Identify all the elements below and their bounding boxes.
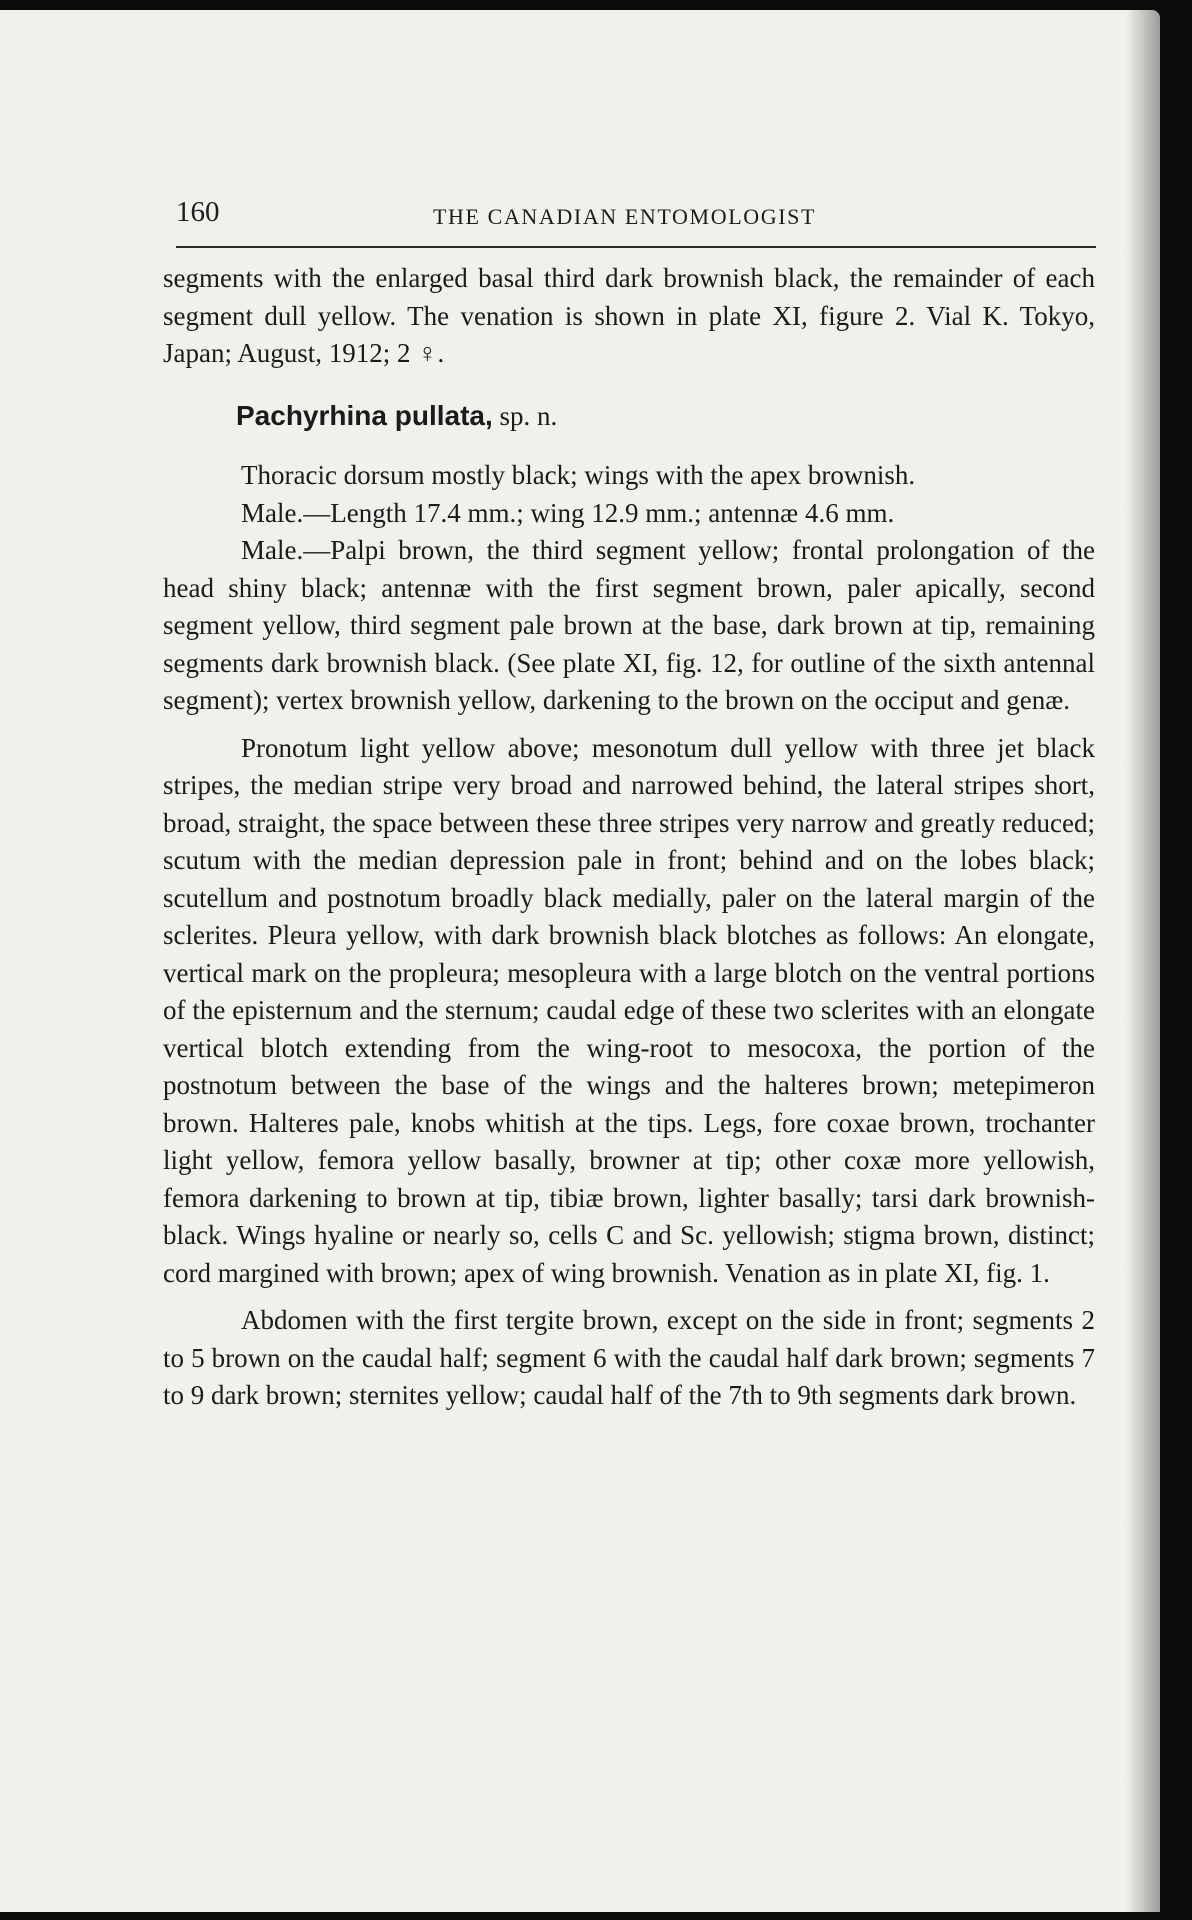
thorax-description-paragraph: Pronotum light yellow above; mesonotum dull yellow with three jet black stripes, the median stripe very broad and narrowed behind, the lateral stripes short, broad, straight, the space between these three stripes very narrow and greatly reduced; scutum with the median depression pale in front; behind and on the lobes black; scutellum and postnotum broadly black medially, paler on the lateral margin of the sclerites. Pleura yellow, with dark brownish black blotches as follows: An elongate, vertical mark on the propleura; mesopleura with a large blotch on the ventral portions of the episternum and the sternum; caudal edge of these two sclerites with an elongate vertical blotch extending from the wing-root to mesocoxa, the portion of the postnotum between the base of the wings and the halteres brown; metepimeron brown. Halteres pale, knobs whitish at the tips. Legs, fore coxae brown, trochanter light yellow, femora yellow basally, browner at tip; other coxæ more yellowish, femora darkening to brown at tip, tibiæ brown, lighter basally; tarsi dark brownish-black. Wings hyaline or nearly so, cells C and Sc. yellowish; stigma brown, distinct; cord margined with brown; apex of wing brownish. Venation as in plate XI, fig. 1. [163,732,1095,1288]
running-title: THE CANADIAN ENTOMOLOGIST [433,204,817,229]
diagnosis-paragraph: Thoracic dorsum mostly black; wings with the apex brownish. [241,460,916,490]
body-text [163,260,1095,1415]
page-header [176,188,1096,234]
continuation-paragraph: segments with the enlarged basal third dark brownish black, the remainder of each segment dull yellow. The venation is shown in plate XI, figure 2. Vial K. Tokyo, Japan; August, 1912; 2 ♀. [163,263,1095,368]
book-page [0,10,1160,1912]
species-suffix: sp. n. [499,400,558,431]
page-edge-shadow [1126,10,1160,1912]
species-heading [236,397,1095,436]
abdomen-description-paragraph: Abdomen with the first tergite brown, except on the side in front; segments 2 to 5 brown on the caudal half; segment 6 with the caudal half dark brown; segments 7 to 9 dark brown; sternites yellow; caudal half of the 7th to 9th segments dark brown. [163,1305,1095,1410]
header-rule [176,246,1096,248]
measurements-paragraph: Male.—Length 17.4 mm.; wing 12.9 mm.; antennæ 4.6 mm. [241,497,895,528]
page-number: 160 [176,196,220,228]
head-description-paragraph: Male.—Palpi brown, the third segment yellow; frontal prolongation of the head shiny black; antennæ with the first segment brown, paler apically, second segment yellow, third segment pale brown at the base, dark brown at tip, remaining segments dark brownish black. (See plate XI, fig. 12, for outline of the sixth antennal segment); vertex brownish yellow, darkening to the brown on the occiput and genæ. [163,535,1095,715]
species-name: Pachyrhina pullata, [236,399,493,431]
